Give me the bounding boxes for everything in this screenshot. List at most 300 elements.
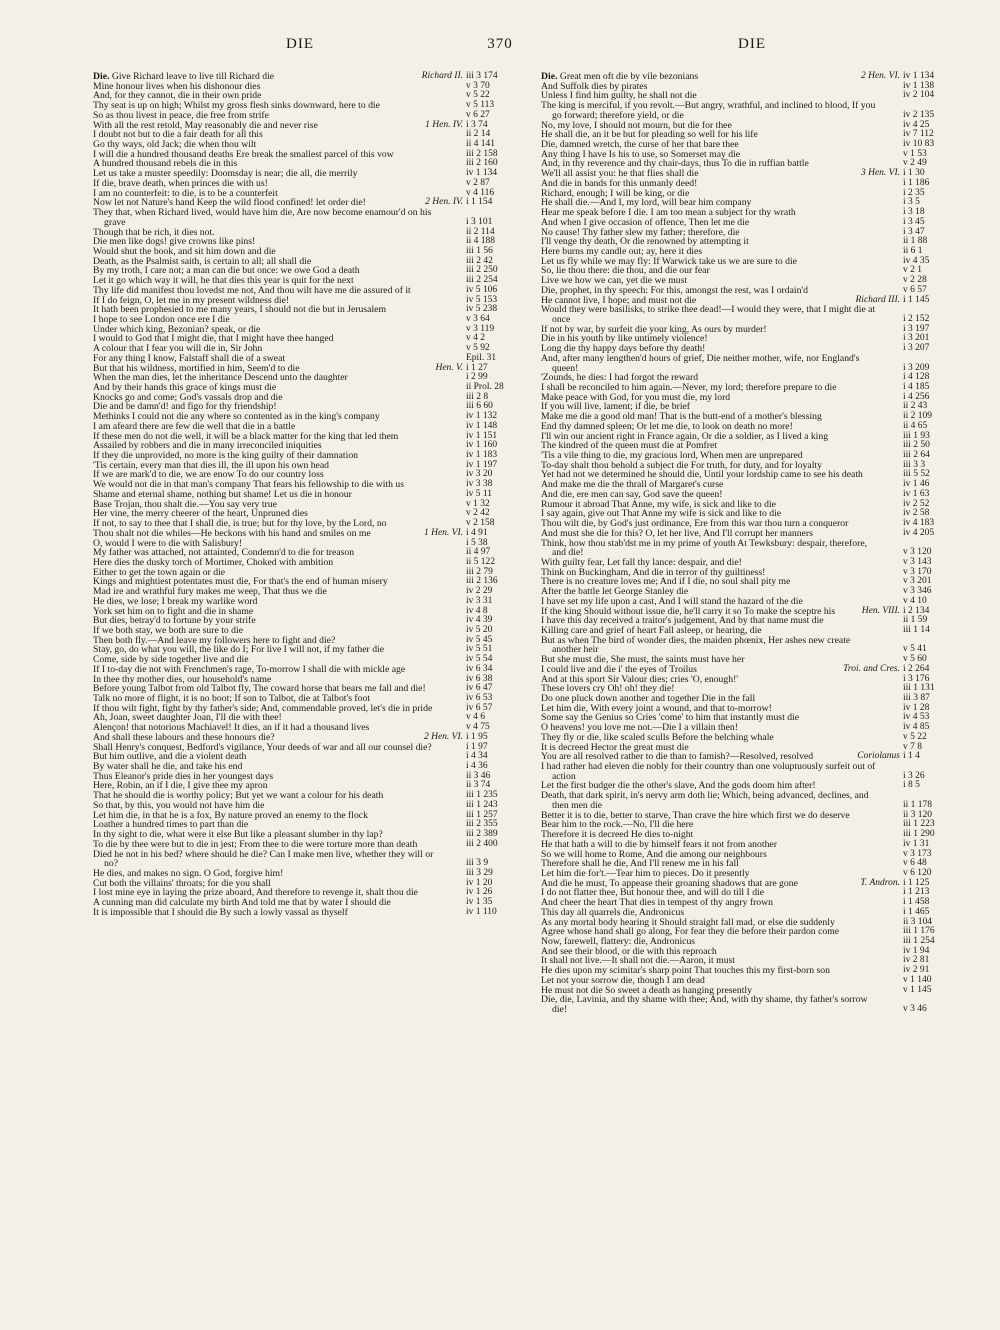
act-scene-line: iv 3 31: [466, 595, 493, 606]
act-scene-line: i 3 45: [903, 216, 925, 227]
act-scene-line: v 4 2: [466, 333, 485, 344]
act-scene-line: i 3 176: [903, 673, 930, 684]
act-scene-line: iv 4 25: [903, 119, 930, 130]
act-scene-line: iii 3 29: [466, 867, 493, 878]
quotation-text: Thy life did manifest thou lovedst me not, And thou wilt have me die assured of it: [93, 284, 411, 296]
reference: [903, 986, 960, 996]
quotation-text: I lost mine eye in laying the prize aboard, And therefore to revenge it, shalt thou die: [93, 887, 418, 899]
act-scene-line: i 5 38: [466, 537, 488, 548]
act-scene-line: i 4 91: [466, 527, 488, 538]
quotation-text: I have set my life upon a cast, And I will stand the hazard of the die: [541, 595, 803, 607]
play-title: 3 Hen. VI.: [860, 168, 900, 179]
act-scene-line: iii 2 42: [466, 255, 493, 266]
quotation-text: And when I give occasion of offence, Then let me die: [541, 216, 750, 228]
act-scene-line: iv 2 81: [903, 955, 930, 966]
play-title: Hen. V.: [435, 362, 463, 373]
act-scene-line: ii 6 1: [903, 245, 923, 256]
act-scene-line: iii 2 250: [466, 265, 498, 276]
quotation-text: And make me die the thrall of Margaret's curse: [541, 479, 724, 491]
reference: [843, 665, 960, 675]
act-scene-line: iii 1 131: [903, 683, 935, 694]
act-scene-line: iv 4 205: [903, 527, 935, 538]
quotation-text: After the battle let George Stanley die: [541, 586, 689, 598]
act-scene-line: iii 5 52: [903, 469, 930, 480]
quotation-text: With all the rest retold, May reasonably die and never rise: [93, 119, 318, 131]
quotation-text: My father was attached, not attainted, Condemn'd to die for treason: [93, 547, 355, 559]
act-scene-line: ii 2 14: [466, 129, 491, 140]
act-scene-line: v 3 143: [903, 556, 932, 567]
quotation-text: Thou shalt not die whiles—He beckons with his hand and smiles on me: [93, 527, 371, 539]
quotation-text: It hath been prophesied to me many years, I should not die but in Jerusalem: [93, 304, 386, 316]
quotation-text: Die and be damn'd! and figo for thy friendship!: [93, 401, 277, 413]
quotation-text: Thou wilt die, by God's just ordinance, Ere from this war thou turn a conqueror: [541, 518, 849, 530]
act-scene-line: ii 2 43: [903, 401, 928, 412]
play-title: 1 Hen. IV.: [425, 119, 463, 130]
quotation-text: He dies upon my scimitar's sharp point That touches this my first-born son: [541, 965, 830, 977]
act-scene-line: iv 6 57: [466, 702, 493, 713]
act-scene-line: iv 3 38: [466, 479, 493, 490]
play-title: Coriolanus: [857, 751, 900, 762]
reference: [903, 781, 960, 791]
quotation-text: Live we how we can, yet die we must: [541, 275, 688, 287]
quotation-text: With guilty fear, Let fall thy lance: despair, and die!: [541, 556, 742, 568]
quotation-text: Would shut the book, and sit him down and die: [93, 245, 276, 257]
act-scene-line: v 5 60: [903, 654, 927, 665]
act-scene-line: iii 2 355: [466, 819, 498, 830]
quotation-text: And die in bands for this unmanly deed!: [541, 177, 698, 189]
quotation-text: O heavens! you love me not.—Die I a villain then!: [541, 722, 738, 734]
quotation-text: York set him on to fight and die in shame: [93, 605, 254, 617]
act-scene-line: iii 1 14: [903, 624, 930, 635]
act-scene-line: iii 2 160: [466, 158, 498, 169]
act-scene-line: iv 1 110: [466, 906, 497, 917]
act-scene-line: iv 2 29: [466, 586, 493, 597]
act-scene-line: iv 1 35: [466, 897, 493, 908]
act-scene-line: ii 3 46: [466, 770, 491, 781]
reference: [903, 344, 960, 354]
play-title: 1 Hen. VI.: [423, 527, 463, 538]
act-scene-line: iv 1 197: [466, 459, 498, 470]
act-scene-line: iv 4 85: [903, 722, 930, 733]
quotation-text: As any mortal body hearing it Should straight fall mad, or else die suddenly: [541, 916, 835, 928]
act-scene-line: iv 4 183: [903, 518, 935, 529]
act-scene-line: i 1 27: [466, 362, 488, 373]
act-scene-line: iv 6 47: [466, 683, 493, 694]
act-scene-line: ii 4 188: [466, 236, 496, 247]
act-scene-line: v 3 70: [466, 80, 490, 91]
act-scene-line: v 7 8: [903, 741, 922, 752]
quotation-text: The kindred of the queen must die at Pomfret: [541, 440, 717, 452]
quotation-text: Her vine, the merry cheerer of the heart, Unpruned dies: [93, 508, 308, 520]
headword: Die.: [541, 71, 558, 82]
act-scene-line: iii 1 243: [466, 799, 498, 810]
quotation-text: Think on Buckingham, And die in terror of thy guiltiness!: [541, 566, 766, 578]
quotation-text: Now, farewell, flattery: die, Andronicus: [541, 935, 696, 947]
act-scene-line: iv 1 20: [466, 877, 493, 888]
act-scene-line: iv 2 135: [903, 109, 935, 120]
quotation-text: Die, damned wretch, the curse of her that bare thee: [541, 139, 739, 151]
act-scene-line: v 3 64: [466, 313, 490, 324]
quotation-text: But that his wildness, mortified in him, Seem'd to die: [93, 362, 300, 374]
quotation-text: If we are mark'd to die, we are enow To do our country loss: [93, 469, 324, 481]
quotation-text: Let not your sorrow die, though I am dead: [541, 974, 705, 986]
quotation-text: 'Tis a vile thing to die, my gracious lord, When men are unprepared: [541, 450, 803, 462]
quotation-text: Mine honour lives when his dishonour dies: [93, 80, 261, 92]
act-scene-line: i 1 4: [903, 751, 920, 762]
act-scene-line: v 4 75: [466, 722, 490, 733]
act-scene-line: v 5 92: [466, 343, 490, 354]
act-scene-line: iv 2 91: [903, 965, 930, 976]
act-scene-line: ii 2 114: [466, 226, 495, 237]
quotation-text: Talk no more of flight, it is no boot; If son to Talbot, die at Talbot's foot: [93, 693, 371, 704]
quotation-text: These lovers cry Oh! oh! they die!: [541, 683, 675, 695]
quotation-text: No cause! Thy father slew my father; therefore, die: [541, 226, 740, 238]
act-scene-line: i 3 74: [466, 119, 488, 130]
act-scene-line: iii 2 389: [466, 829, 498, 840]
act-scene-line: ii Prol. 28: [466, 382, 504, 392]
act-scene-line: v 6 48: [903, 858, 927, 869]
quotation-text: That he should die is worthy policy; But yet we want a colour for his death: [93, 790, 384, 802]
quotation-text: You are all resolved rather to die than to famish?—Resolved, resolved: [541, 751, 814, 763]
act-scene-line: iv 6 34: [466, 663, 493, 674]
act-scene-line: v 3 346: [903, 586, 932, 597]
act-scene-line: iii 1 235: [466, 790, 498, 801]
act-scene-line: i 8 5: [903, 780, 920, 791]
quotation-text: Yet had not we determined he should die, Until your lordship came to see his death: [541, 469, 863, 481]
quotation-text: So we will home to Rome, And die among our neighbours: [541, 848, 767, 860]
act-scene-line: iv 5 11: [466, 488, 493, 499]
quotation-text: Some say the Genius so Cries 'come' to him that instantly must die: [541, 712, 800, 724]
act-scene-line: iii 2 400: [466, 838, 498, 849]
act-scene-line: v 5 41: [903, 644, 927, 655]
quotation-text: I hope to see London once ere I die: [93, 313, 230, 325]
quotation-text: If not by war, by surfeit die your king, As ours by murder!: [541, 323, 767, 335]
quotation-text: If they die unprovided, no more is the king guilty of their damnation: [93, 450, 359, 462]
quotation-text: If we both stay, we both are sure to die: [93, 624, 244, 636]
concordance-entry: [541, 354, 960, 373]
act-scene-line: ii 1 59: [903, 615, 928, 626]
quotation-text: Thy seat is up on high; Whilst my gross flesh sinks downward, here to die: [93, 100, 380, 112]
act-scene-line: v 2 42: [466, 508, 490, 519]
act-scene-line: iv 1 134: [466, 168, 498, 179]
act-scene-line: i 1 213: [903, 887, 930, 898]
act-scene-line: v 4 10: [903, 595, 927, 606]
act-scene-line: iii 1 290: [903, 829, 935, 840]
act-scene-line: iv 2 104: [903, 90, 935, 101]
quotation-text: Knocks go and come; God's vassals drop and die: [93, 391, 283, 403]
quotation-text: And Suffolk dies by pirates: [541, 80, 648, 92]
quotation-text: I had rather had eleven die nobly for their country than one voluptuously surfeit out of action: [541, 761, 876, 782]
concordance-entry: [541, 762, 960, 781]
act-scene-line: v 2 49: [903, 158, 927, 169]
quotation-text: If thou wilt fight, fight by thy father's side; And, commendable proved, let's die in pride: [93, 702, 433, 714]
concordance-entry: [541, 791, 960, 810]
quotation-text: Long die thy happy days before thy death!: [541, 343, 706, 355]
quotation-text: And, after many lengthen'd hours of grief, Die neither mother, wife, nor England's queen!: [541, 352, 860, 374]
quotation-text: It shall not live.—It shall not die.—Aaron, it must: [541, 955, 735, 967]
act-scene-line: ii 3 74: [466, 780, 491, 791]
reference: [466, 840, 523, 850]
quotation-text: Let us take a muster speedily: Doomsday is near; die all, die merrily: [93, 168, 358, 180]
quotation-text: But him outlive, and die a violent death: [93, 751, 247, 763]
quotation-text: If die, brave death, when princes die with us!: [93, 177, 268, 189]
act-scene-line: v 2 87: [466, 177, 490, 188]
quotation-text: Shall Henry's conquest, Bedford's vigilance, Your deeds of war and all our counsel die?: [93, 741, 432, 753]
play-title: T. Andron.: [860, 877, 900, 888]
act-scene-line: iv 4 8: [466, 605, 488, 616]
quotation-text: Either to get the town again or die: [93, 566, 226, 578]
quotation-text: Die. Give Richard leave to live till Richard die: [93, 71, 275, 82]
act-scene-line: v 1 145: [903, 984, 932, 995]
quotation-text: Die, die, Lavinia, and thy shame with thee; And, with thy shame, thy father's sorrow die!: [541, 994, 868, 1015]
quotation-text: And, for they cannot, die in their own pride: [93, 90, 262, 102]
quotation-text: Make peace with God, for you must die, my lord: [541, 391, 731, 403]
quotation-text: And shall these labours and these honours die?: [93, 731, 275, 743]
header-left-word: DIE: [286, 36, 314, 52]
quotation-text: Here burns my candle out; ay, here it dies: [541, 245, 703, 257]
quotation-text: So, lie thou there: die thou, and die our fear: [541, 265, 710, 277]
act-scene-line: iii 2 8: [466, 391, 489, 402]
act-scene-line: i 2 264: [903, 663, 930, 674]
quotation-text: Any thing I have Is his to use, so Somerset may die: [541, 148, 741, 160]
play-title: Richard III.: [855, 294, 900, 305]
quotation-text: Base Trojan, thou shalt die.—You say very true: [93, 498, 277, 510]
reference: [903, 626, 960, 636]
act-scene-line: iii 2 64: [903, 450, 930, 461]
play-title: 2 Hen. IV.: [425, 197, 463, 208]
act-scene-line: iv 4 53: [903, 712, 930, 723]
act-scene-line: iv 5 54: [466, 654, 493, 665]
quotation-text: I am no counterfeit: to die, is to be a counterfeit: [93, 187, 278, 199]
quotation-text: And die he must, To appease their groaning shadows that are gone: [541, 877, 798, 889]
act-scene-line: v 6 57: [903, 284, 927, 295]
quotation-text: He that hath a will to die by himself fears it not from another: [541, 838, 777, 850]
quotation-text: For any thing I know, Falstaff shall die of a sweat: [93, 352, 286, 364]
act-scene-line: iv 2 58: [903, 508, 930, 519]
quotation-text: Killing care and grief of heart Fall asleep, or hearing, die: [541, 624, 762, 636]
quotation-text: Make me die a good old man! That is the butt-end of a mother's blessing: [541, 411, 822, 423]
act-scene-line: ii 3 120: [903, 809, 933, 820]
headword: Die.: [93, 71, 110, 82]
act-scene-line: iv 3 20: [466, 469, 493, 480]
quotation-text: It is decreed Hector the great must die: [541, 741, 689, 753]
act-scene-line: i 1 145: [903, 294, 930, 305]
act-scene-line: v 1 32: [466, 498, 490, 509]
act-scene-line: i 4 256: [903, 391, 930, 402]
act-scene-line: iv 1 31: [903, 838, 930, 849]
act-scene-line: i 1 125: [903, 877, 930, 888]
act-scene-line: iii 1 254: [903, 935, 935, 946]
act-scene-line: ii 4 65: [903, 420, 928, 431]
quotation-text: 'Zounds, he dies: I had forgot the reward: [541, 372, 699, 384]
quotation-text: I do not flatter thee, But honour thee, and will do till I die: [541, 887, 765, 899]
quotation-text: This day all quarrels die, Andronicus: [541, 906, 685, 918]
act-scene-line: iii 1 176: [903, 926, 935, 937]
act-scene-line: iv 1 26: [466, 887, 493, 898]
act-scene-line: iv 5 51: [466, 644, 493, 655]
quotation-text: Richard, enough; I will be king, or die: [541, 187, 690, 199]
act-scene-line: i 4 128: [903, 372, 930, 383]
act-scene-line: ii 3 104: [903, 916, 933, 927]
quotation-text: Then both fly.—And leave my followers here to fight and die?: [93, 634, 336, 646]
quotation-text: Death, that dark spirit, in's nervy arm doth lie; Which, being advanced, declines, and then men die: [541, 790, 869, 811]
act-scene-line: v 5 22: [903, 731, 927, 742]
quotation-text: To-day shalt thou behold a subject die For truth, for duty, and for loyalty: [541, 459, 822, 471]
quotation-text: Think, how thou stab'dst me in my prime of youth At Tewksbury: despair, therefore, and die!: [541, 537, 868, 559]
quotation-text: In thee thy mother dies, our household's name: [93, 673, 272, 685]
act-scene-line: iii 3 174: [466, 71, 498, 81]
quotation-text: Loather a hundred times to part than die: [93, 819, 249, 831]
act-scene-line: iv 5 45: [466, 634, 493, 645]
quotation-text: Let him die, With every joint a wound, and that to-morrow!: [541, 702, 772, 714]
quotation-text: I would to God that I might die, that I might have thee hanged: [93, 333, 334, 345]
play-title: Richard II.: [421, 71, 463, 81]
quotation-text: We would not die in that man's company That fears his fellowship to die with us: [93, 479, 405, 491]
quotation-text: Death, as the Psalmist saith, is certain to all; all shall die: [93, 255, 312, 267]
act-scene-line: v 6 27: [466, 109, 490, 120]
concordance-entry: [541, 101, 960, 120]
act-scene-line: iv 1 132: [466, 411, 498, 422]
quotation-text: Die men like dogs! give crowns like pins!: [93, 236, 256, 248]
act-scene-line: iii 3 3: [903, 459, 926, 470]
quotation-text: I'll venge thy death, Or die renowned by attempting it: [541, 236, 749, 248]
quotation-text: There is no creature loves me; And if I die, no soul shall pity me: [541, 576, 791, 588]
quotation-text: It is impossible that I should die By such a lowly vassal as thyself: [93, 906, 348, 918]
act-scene-line: iv 6 38: [466, 673, 493, 684]
page-number: 370: [487, 36, 513, 52]
quotation-text: Unless I find him guilty, he shall not die: [541, 90, 697, 102]
quotation-text: Kings and mightiest potentates must die, For that's the end of human misery: [93, 576, 388, 588]
quotation-text: A colour that I fear you will die in, Sir John: [93, 343, 263, 355]
act-scene-line: i 2 152: [903, 313, 930, 324]
act-scene-line: i 2 134: [903, 605, 930, 616]
act-scene-line: iii 2 50: [903, 440, 930, 451]
act-scene-line: v 1 140: [903, 974, 932, 985]
quotation-text: Die, prophet, in thy speech: For this, amongst the rest, was I ordain'd: [541, 284, 809, 296]
quotation-text: Better it is to die, better to starve, Than crave the hire which first we do deserve: [541, 809, 850, 821]
quotation-text: A hundred thousand rebels die in this: [93, 158, 238, 170]
concordance-entry: [93, 208, 523, 227]
act-scene-line: v 4 116: [466, 187, 495, 198]
act-scene-line: iii 2 158: [466, 148, 498, 159]
act-scene-line: iii 6 60: [466, 401, 493, 412]
act-scene-line: i 3 5: [903, 197, 920, 208]
quotation-text: Here, Robin, an if I die, I give thee my apron: [93, 780, 268, 792]
quotation-text: Mad ire and wrathful fury makes me weep, That thus we die: [93, 586, 327, 598]
act-scene-line: ii 4 97: [466, 547, 491, 558]
reference: [903, 1005, 960, 1015]
act-scene-line: iii 2 136: [466, 576, 498, 587]
act-scene-line: i 3 209: [903, 362, 930, 373]
act-scene-line: ii 4 141: [466, 139, 496, 150]
act-scene-line: iv 4 35: [903, 255, 930, 266]
quotation-text: Let it go which way it will, he that dies this year is quit for the next: [93, 275, 354, 287]
act-scene-line: iv 10 83: [903, 139, 935, 150]
quotation-text: If I to-day die not with Frenchmen's rage, To-morrow I shall die with mickle age: [93, 663, 406, 675]
act-scene-line: iv 1 134: [903, 71, 935, 81]
quotation-text: Here dies the dusky torch of Mortimer, Choked with ambition: [93, 556, 334, 568]
quotation-text: End thy damned spleen; Or let me die, to look on death no more!: [541, 420, 793, 432]
quotation-text: And die, ere men can say, God save the queen!: [541, 488, 723, 500]
quotation-text: Died he not in his bed? where should he die? Can I make men live, whether they will or no?: [93, 848, 434, 870]
act-scene-line: iii 2 79: [466, 566, 493, 577]
play-title: Troi. and Cres.: [843, 663, 900, 674]
quotation-text: He dies, we lose; I break my warlike word: [93, 595, 258, 607]
quotation-text: O, would I were to die with Salisbury!: [93, 537, 243, 549]
act-scene-line: v 1 53: [903, 148, 927, 159]
act-scene-line: i 2 35: [903, 187, 925, 198]
quotation-text: Under which king, Bezonian? speak, or die: [93, 323, 261, 335]
act-scene-line: ii 2 109: [903, 411, 933, 422]
concordance-entry: [541, 305, 960, 324]
quotation-text: If not, to say to thee that I shall die, is true; but for thy love, by the Lord, no: [93, 518, 387, 530]
act-scene-line: i 1 97: [466, 741, 488, 752]
quotation-text: And see their blood, or die with this reproach: [541, 945, 717, 957]
quotation-text: If I do feign, O, let me in my present wildness die!: [93, 294, 290, 306]
quotation-text: So that, by this, you would not have him die: [93, 799, 265, 811]
quotation-text: He dies, and makes no sign. O God, forgive him!: [93, 867, 284, 879]
quotation-text: I have this day received a traitor's judgement, And by that name must die: [541, 615, 824, 627]
act-scene-line: iv 1 151: [466, 430, 498, 441]
quotation-text: By my troth, I care not; a man can die but once: we owe God a death: [93, 265, 360, 277]
act-scene-line: i 3 47: [903, 226, 925, 237]
act-scene-line: i 1 154: [466, 197, 493, 208]
reference: [425, 198, 523, 208]
act-scene-line: i 1 95: [466, 731, 488, 742]
act-scene-line: iv 5 153: [466, 294, 498, 305]
reference: [466, 908, 523, 918]
act-scene-line: i 4 185: [903, 382, 930, 392]
act-scene-line: v 2 158: [466, 518, 495, 529]
act-scene-line: iv 5 106: [466, 284, 498, 295]
act-scene-line: v 6 120: [903, 867, 932, 878]
quotation-text: And must she die for this? O, let her live, And I'll corrupt her manners: [541, 527, 813, 539]
quotation-text: And at this sport Sir Valour dies; cries 'O, enough!': [541, 673, 739, 685]
act-scene-line: iv 1 63: [903, 488, 930, 499]
act-scene-line: v 3 201: [903, 576, 932, 587]
quotation-text: Let him die for't.—Tear him to pieces. Do it presently: [541, 867, 750, 879]
act-scene-line: i 3 26: [903, 770, 925, 781]
act-scene-line: Epil. 31: [466, 352, 497, 363]
act-scene-line: iv 7 112: [903, 129, 934, 140]
quotation-text: Let us fly while we may fly: If Warwick take us we are sure to die: [541, 255, 797, 267]
quotation-text: So as thou livest in peace, die free from strife: [93, 109, 269, 121]
act-scene-line: ii 5 122: [466, 556, 496, 567]
page-header: [0, 36, 1000, 58]
act-scene-line: i 1 458: [903, 897, 930, 908]
quotation-text: If the king Should without issue die, he'll carry it so To make the sceptre his: [541, 605, 836, 617]
quotation-text: Cut both the villains' throats; for die you shall: [93, 877, 271, 889]
quotation-text: He cannot live, I hope; and must not die: [541, 294, 697, 306]
quotation-text: Therefore shall he die, And I'll renew me in his fall: [541, 858, 739, 870]
act-scene-line: i 4 36: [466, 761, 488, 772]
act-scene-line: iv 1 183: [466, 450, 498, 461]
quotation-text: Die. Great men oft die by vile bezonians: [541, 71, 699, 82]
quotation-text: A cunning man did calculate my birth And told me that by water I should die: [93, 897, 391, 909]
right-column: [541, 72, 960, 1015]
act-scene-line: iv 1 28: [903, 702, 930, 713]
act-scene-line: iii 1 257: [466, 809, 498, 820]
quotation-text: Hear me speak before I die. I am too mean a subject for thy wrath: [541, 207, 796, 219]
act-scene-line: v 2 1: [903, 265, 922, 276]
header-right-word: DIE: [738, 36, 766, 52]
quotation-text: Let the first budger die the other's slave, And the gods doom him after!: [541, 780, 816, 792]
act-scene-line: v 3 46: [903, 1004, 927, 1014]
act-scene-line: i 3 201: [903, 333, 930, 344]
act-scene-line: i 1 465: [903, 906, 930, 917]
act-scene-line: i 1 186: [903, 177, 930, 188]
act-scene-line: iii 1 223: [903, 819, 935, 830]
